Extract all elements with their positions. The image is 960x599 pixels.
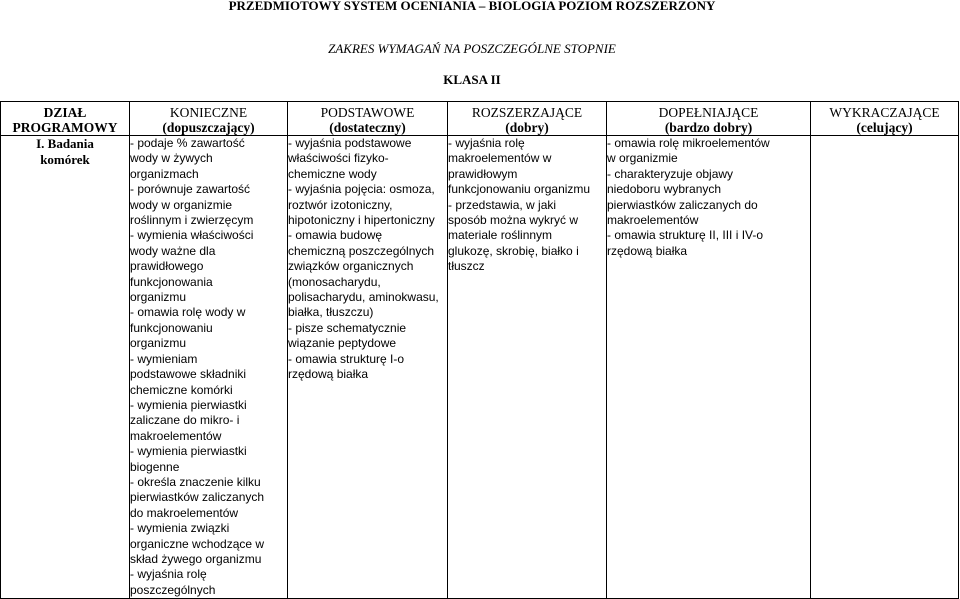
header-wykraczajace <box>811 102 959 136</box>
cell-line: - określa znaczenie kilku <box>130 474 261 489</box>
requirements-table <box>0 101 959 599</box>
cell-line: biogenne <box>130 459 180 474</box>
cell-line: I. Badania <box>36 136 94 151</box>
cell-line: hipotoniczny i hipertoniczny <box>288 213 435 228</box>
header-label: DZIAŁ <box>43 105 87 120</box>
cell-dzial <box>1 136 130 599</box>
cell-line: rzędową białka <box>288 367 369 382</box>
header-sublabel: (dopuszczający) <box>162 119 255 135</box>
cell-line: roztwór izotoniczny, <box>288 197 393 212</box>
cell-dopelniajace <box>607 136 811 599</box>
cell-line: - omawia strukturę I-o <box>288 351 405 366</box>
cell-line: organizmach <box>130 166 199 181</box>
cell-line: - wyjaśnia podstawowe <box>288 136 412 150</box>
table-header-row <box>1 102 959 136</box>
header-label: WYKRACZAJĄCE <box>829 105 940 120</box>
cell-line: funkcjonowania <box>130 274 213 289</box>
document-subtitle: ZAKRES WYMAGAŃ NA POSZCZEGÓLNE STOPNIE <box>328 41 616 56</box>
cell-line: (monosacharydu, <box>288 274 381 289</box>
cell-line: skład żywego organizmu <box>130 551 262 566</box>
cell-line: właściwości fizyko- <box>288 151 389 166</box>
header-label: DOPEŁNIAJĄCE <box>658 105 759 120</box>
cell-line: organizmu <box>130 336 187 351</box>
cell-line: sposób można wykryć w <box>448 213 579 228</box>
cell-line: funkcjonowaniu <box>130 320 213 335</box>
cell-line: - podaje % zawartość <box>130 136 245 150</box>
cell-line: - wymienia pierwiastki <box>130 397 247 412</box>
header-label: PODSTAWOWE <box>320 105 415 120</box>
cell-line: podstawowe składniki <box>130 367 247 382</box>
cell-line: chemiczne wody <box>288 166 377 181</box>
cell-line: związków organicznych <box>288 259 414 274</box>
cell-konieczne <box>130 136 288 599</box>
cell-line: niedoboru wybranych <box>607 182 722 197</box>
cell-line: roślinnym i zwierzęcym <box>130 213 254 228</box>
header-podstawowe <box>288 102 448 136</box>
header-rozszerzajace <box>448 102 607 136</box>
cell-line: polisacharydu, aminokwasu, <box>288 290 439 305</box>
cell-line: makroelementów w <box>448 151 552 166</box>
cell-line: - wymienia pierwiastki <box>130 444 247 459</box>
header-dzial <box>1 102 130 136</box>
cell-podstawowe <box>288 136 448 599</box>
cell-line: tłuszcz <box>448 259 485 274</box>
cell-line: wody w organizmie <box>130 197 233 212</box>
cell-line: organiczne wchodzące w <box>130 536 265 551</box>
cell-line: chemiczną poszczególnych <box>288 243 435 258</box>
cell-line: pierwiastków zaliczanych <box>130 490 265 505</box>
header-sublabel: (dobry) <box>505 119 549 135</box>
cell-line: wiązanie peptydowe <box>288 336 397 351</box>
cell-line: - pisze schematycznie <box>288 320 407 335</box>
cell-line: - wyjaśnia rolę <box>448 136 525 150</box>
cell-line: makroelementów <box>607 213 699 228</box>
table-row <box>1 136 959 599</box>
cell-line: pierwiastków zaliczanych do <box>607 197 758 212</box>
class-label: KLASA II <box>443 72 501 87</box>
cell-line: - porównuje zawartość <box>130 182 251 197</box>
cell-line: białka, tłuszczu) <box>288 305 374 320</box>
header-sublabel: (celujący) <box>856 119 913 135</box>
cell-line: makroelementów <box>130 428 222 443</box>
cell-line: - przedstawia, w jaki <box>448 197 557 212</box>
cell-line: - omawia rolę mikroelementów <box>607 136 770 150</box>
header-sublabel: (bardzo dobry) <box>664 119 753 135</box>
header-sublabel: PROGRAMOWY <box>12 119 118 135</box>
cell-line: - wymienia właściwości <box>130 228 254 243</box>
cell-line: - omawia rolę wody w <box>130 305 246 320</box>
header-dopelniajace <box>607 102 811 136</box>
cell-line: - wymieniam <box>130 351 198 366</box>
header-konieczne <box>130 102 288 136</box>
cell-line: wody w żywych <box>130 151 213 166</box>
cell-line: prawidłowym <box>448 166 518 181</box>
cell-rozszerzajace <box>448 136 607 599</box>
cell-line: poszczególnych <box>130 582 216 597</box>
cell-line: rzędową białka <box>607 243 688 258</box>
cell-line: materiale roślinnym <box>448 228 553 243</box>
cell-line: do makroelementów <box>130 505 239 520</box>
header-label: KONIECZNE <box>169 105 248 120</box>
cell-line: - wyjaśnia pojęcia: osmoza, <box>288 182 435 197</box>
cell-line: zaliczane do mikro- i <box>130 413 240 428</box>
cell-line: - omawia strukturę II, III i IV-o <box>607 228 764 243</box>
cell-line: w organizmie <box>607 151 678 166</box>
cell-wykraczajace <box>811 136 959 599</box>
cell-line: glukozę, skrobię, białko i <box>448 243 579 258</box>
header-sublabel: (dostateczny) <box>329 119 406 135</box>
cell-line: wody ważne dla <box>130 243 216 258</box>
cell-line: komórek <box>40 152 90 167</box>
cell-line: - omawia budowę <box>288 228 383 243</box>
cell-line: funkcjonowaniu organizmu <box>448 182 591 197</box>
document-title: PRZEDMIOTOWY SYSTEM OCENIANIA – BIOLOGIA POZIOM ROZSZERZONY <box>228 0 716 13</box>
cell-line: prawidłowego <box>130 259 204 274</box>
cell-line: - wymienia związki <box>130 521 230 536</box>
header-label: ROZSZERZAJĄCE <box>471 105 583 120</box>
cell-line: - charakteryzuje objawy <box>607 166 734 181</box>
cell-line: organizmu <box>130 290 187 305</box>
cell-line: chemiczne komórki <box>130 382 233 397</box>
cell-line: - wyjaśnia rolę <box>130 567 207 582</box>
